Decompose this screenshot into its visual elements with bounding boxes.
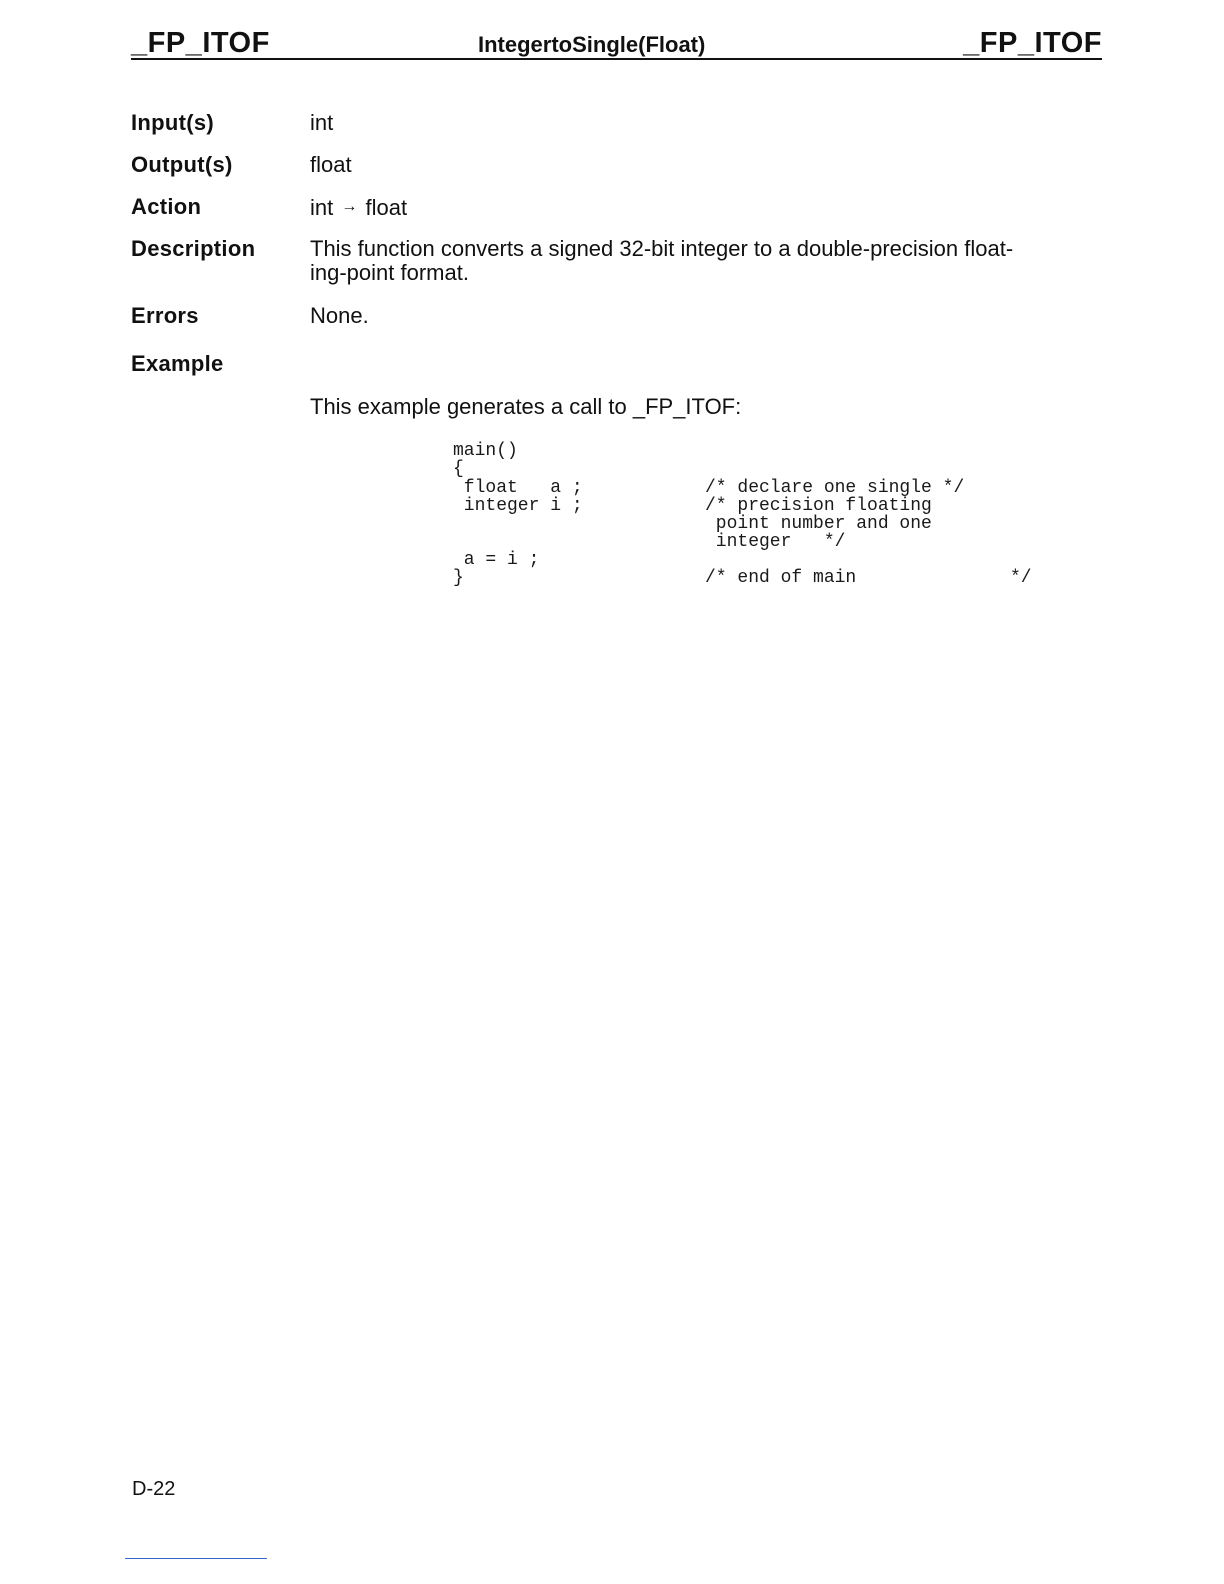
right-arrow-icon: → bbox=[341, 198, 358, 215]
header-function-name-left: _FP_ITOF bbox=[131, 27, 270, 59]
action-to-type: float bbox=[365, 195, 408, 220]
description-line-2: ing-point format. bbox=[310, 260, 469, 285]
errors-label: Errors bbox=[131, 303, 199, 328]
page-number: D-22 bbox=[132, 1478, 176, 1500]
code-line-float-decl: float a ; bbox=[453, 478, 583, 498]
code-line-integer-decl: integer i ; bbox=[453, 496, 583, 516]
code-comment-2: /* precision floating bbox=[705, 496, 932, 516]
footer-rule bbox=[125, 1558, 267, 1559]
code-line-close-brace: } bbox=[453, 568, 464, 588]
outputs-label: Output(s) bbox=[131, 152, 233, 177]
description-text bbox=[310, 237, 1105, 285]
description-label: Description bbox=[131, 236, 256, 261]
page-header bbox=[131, 24, 1102, 60]
action-value bbox=[310, 195, 407, 220]
inputs-value: int bbox=[310, 110, 334, 135]
inputs-label: Input(s) bbox=[131, 110, 215, 135]
code-comment-5-end: */ bbox=[1010, 568, 1032, 588]
code-comment-3: point number and one bbox=[705, 514, 932, 534]
action-label: Action bbox=[131, 194, 202, 219]
code-line-open-brace: { bbox=[453, 459, 464, 479]
code-comment-1: /* declare one single */ bbox=[705, 478, 965, 498]
header-function-name-right: _FP_ITOF bbox=[963, 27, 1102, 59]
code-comment-4: integer */ bbox=[705, 532, 846, 552]
code-line-assignment: a = i ; bbox=[453, 550, 540, 570]
code-line-main: main() bbox=[453, 441, 518, 461]
example-label: Example bbox=[131, 351, 224, 376]
action-from-type: int bbox=[310, 195, 334, 220]
errors-value: None. bbox=[310, 303, 369, 328]
code-comment-5: /* end of main bbox=[705, 568, 857, 588]
example-intro: This example generates a call to _FP_ITOF: bbox=[310, 394, 742, 419]
description-line-1: This function converts a signed 32-bit integer to a double-precision float- bbox=[310, 236, 1014, 261]
header-function-description: IntegertoSingle(Float) bbox=[478, 32, 706, 57]
outputs-value: float bbox=[310, 152, 352, 177]
